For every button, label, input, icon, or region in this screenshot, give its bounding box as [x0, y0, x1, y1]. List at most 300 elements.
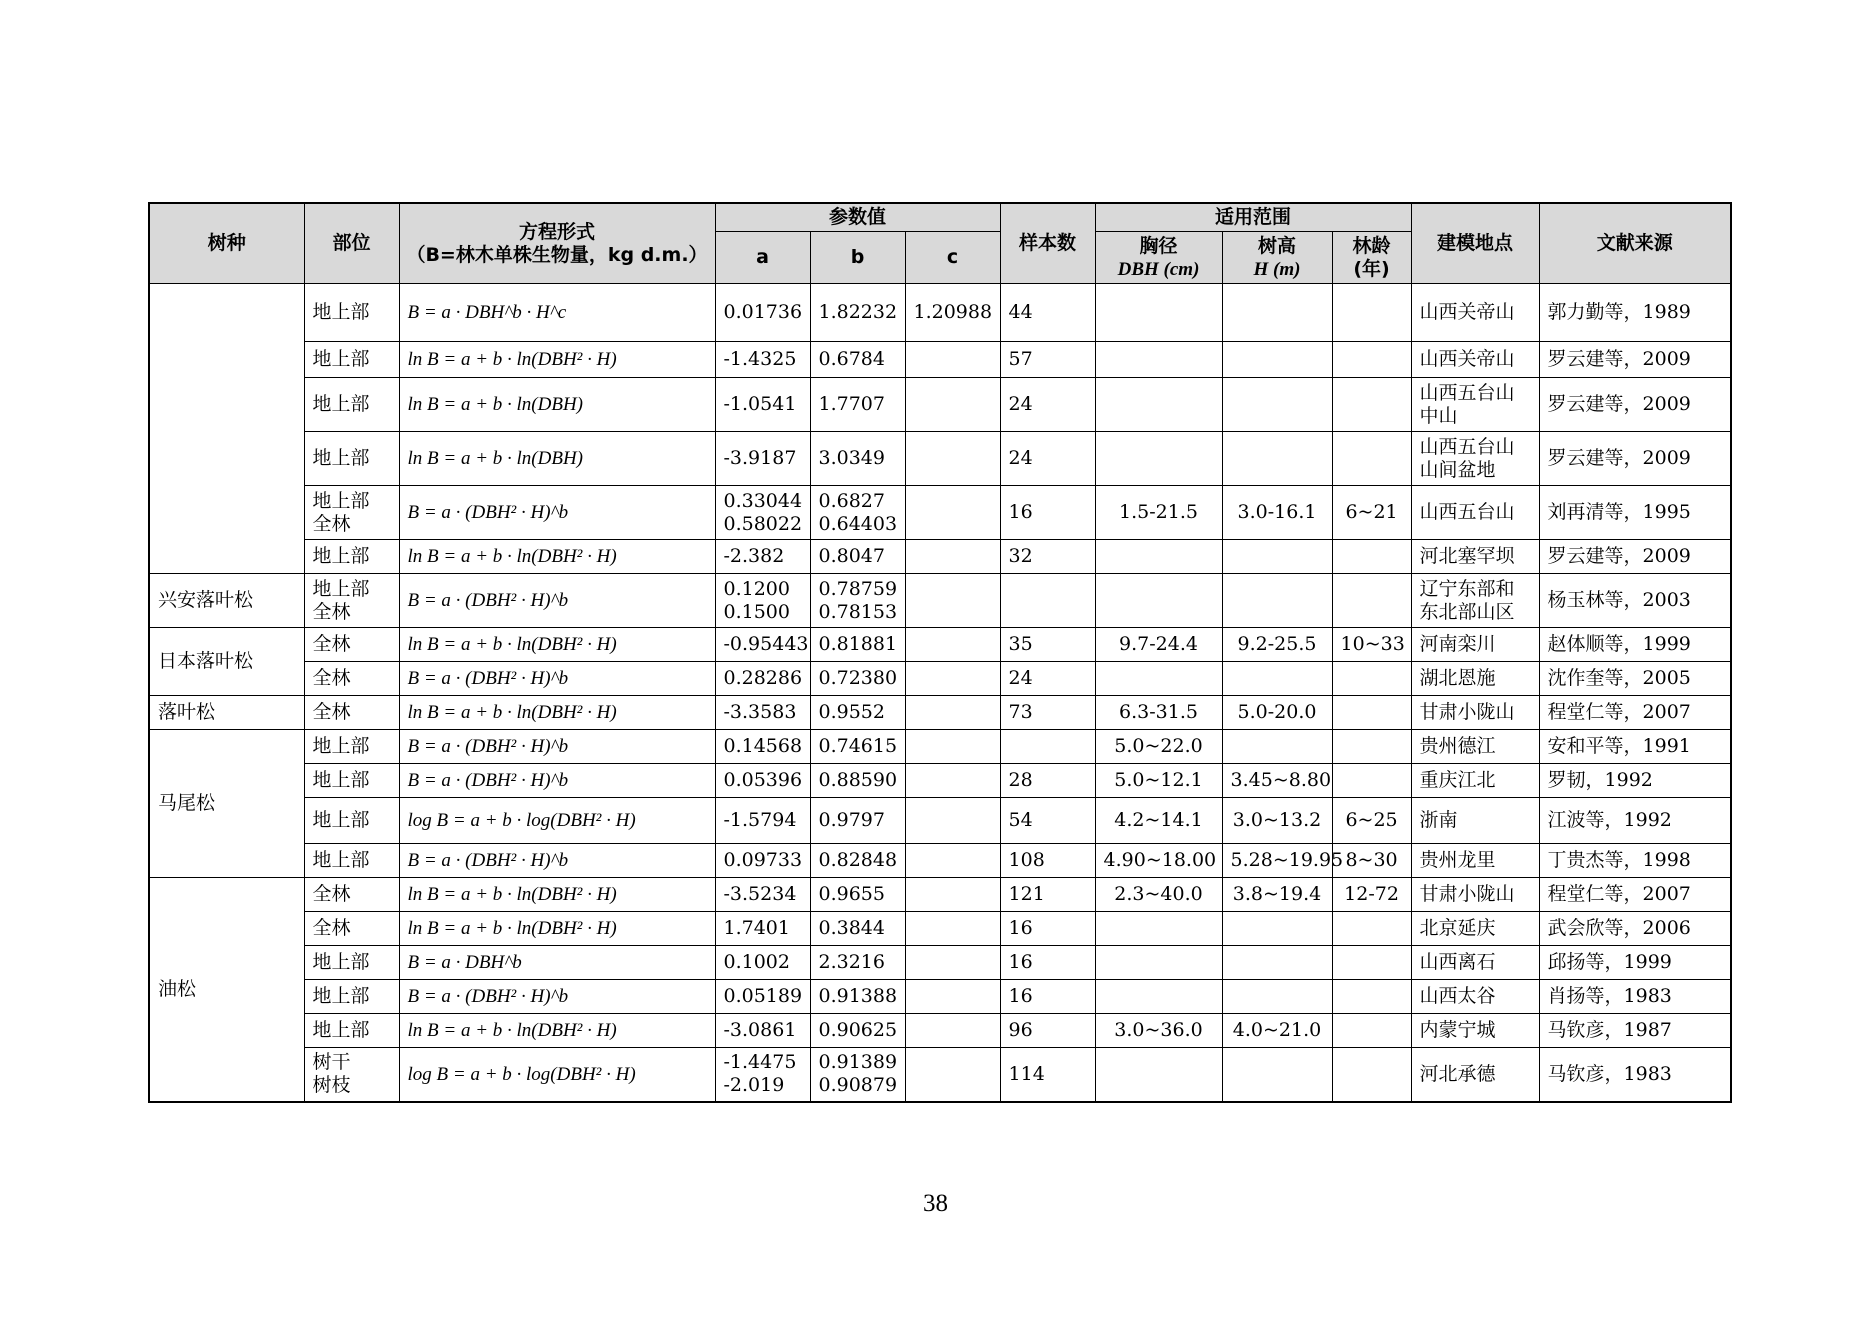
source-cell: 江波等，1992 — [1539, 798, 1731, 844]
location-cell — [1411, 1048, 1539, 1102]
part-cell — [304, 696, 399, 730]
table-row — [149, 696, 1731, 730]
location-text: 山西五台山 — [1419, 435, 1515, 458]
param-b-value: 0.90879 — [818, 1074, 898, 1097]
source-cell: 郭力勤等，1989 — [1539, 284, 1731, 342]
location-text: 东北部山区 — [1419, 600, 1515, 623]
param-c-cell — [905, 628, 1000, 662]
header-height-label: 树高 — [1258, 234, 1297, 257]
sample-count-cell: 32 — [1000, 540, 1095, 574]
part-text: 全林 — [312, 883, 351, 905]
equation-cell — [399, 1048, 715, 1102]
age-range-cell: 12-72 — [1332, 878, 1411, 912]
param-b-value: 0.82848 — [818, 849, 898, 871]
species-cell: 落叶松 — [149, 696, 304, 730]
param-b-cell — [810, 284, 905, 342]
age-range-cell — [1332, 696, 1411, 730]
equation-cell — [399, 342, 715, 378]
location-cell — [1411, 696, 1539, 730]
source-cell: 罗云建等，2009 — [1539, 540, 1731, 574]
part-cell — [304, 540, 399, 574]
species-cell — [149, 284, 304, 574]
equation-cell — [399, 696, 715, 730]
param-b-value: 1.7707 — [818, 393, 885, 415]
param-a-value: 0.05189 — [723, 985, 803, 1007]
source-cell: 沈作奎等，2005 — [1539, 662, 1731, 696]
source-cell: 赵体顺等，1999 — [1539, 628, 1731, 662]
table-body — [149, 284, 1731, 1102]
height-range-cell — [1222, 284, 1332, 342]
source-cell: 杨玉林等，2003 — [1539, 574, 1731, 628]
location-cell — [1411, 342, 1539, 378]
table-row — [149, 486, 1731, 540]
param-b-cell — [810, 764, 905, 798]
height-range-cell: 4.0~21.0 — [1222, 1014, 1332, 1048]
location-cell — [1411, 628, 1539, 662]
header-range-group: 适用范围 — [1095, 203, 1411, 232]
param-a-cell — [715, 540, 810, 574]
location-text: 内蒙宁城 — [1419, 1019, 1496, 1041]
sample-count-cell — [1000, 730, 1095, 764]
age-range-cell: 6~25 — [1332, 798, 1411, 844]
equation-cell — [399, 540, 715, 574]
part-text: 地上部 — [312, 735, 370, 757]
age-range-cell — [1332, 662, 1411, 696]
param-b-cell — [810, 912, 905, 946]
equation-cell — [399, 284, 715, 342]
location-text: 河北承德 — [1419, 1062, 1496, 1085]
equation-cell — [399, 574, 715, 628]
param-a-cell — [715, 1048, 810, 1102]
dbh-range-cell — [1095, 540, 1222, 574]
param-b-cell — [810, 980, 905, 1014]
age-range-cell — [1332, 946, 1411, 980]
header-param-c: c — [905, 232, 1000, 284]
param-b-value: 0.9797 — [818, 809, 885, 831]
sample-count-cell: 16 — [1000, 980, 1095, 1014]
source-cell: 程堂仁等，2007 — [1539, 696, 1731, 730]
param-a-value: 0.1500 — [723, 600, 790, 623]
param-a-value: -2.382 — [723, 545, 785, 567]
equation-formula: B = a · (DBH² · H)^b — [407, 986, 569, 1007]
dbh-range-cell: 2.3~40.0 — [1095, 878, 1222, 912]
param-b-value: 0.8047 — [818, 545, 885, 567]
equation-formula: ln B = a + b · ln(DBH² · H) — [407, 634, 617, 655]
dbh-range-cell: 4.2~14.1 — [1095, 798, 1222, 844]
equation-formula: ln B = a + b · ln(DBH) — [407, 448, 584, 469]
param-a-cell — [715, 486, 810, 540]
param-c-cell — [905, 662, 1000, 696]
age-range-cell — [1332, 980, 1411, 1014]
source-cell: 武会欣等，2006 — [1539, 912, 1731, 946]
param-b-cell — [810, 378, 905, 432]
dbh-range-cell — [1095, 574, 1222, 628]
age-range-cell — [1332, 574, 1411, 628]
height-range-cell: 3.45~8.80 — [1222, 764, 1332, 798]
part-text: 地上部 — [312, 769, 370, 791]
age-range-cell — [1332, 284, 1411, 342]
param-b-cell — [810, 486, 905, 540]
location-cell — [1411, 730, 1539, 764]
param-a-value: 0.14568 — [723, 735, 803, 757]
header-height-unit: H (m) — [1253, 258, 1301, 280]
location-text: 河南栾川 — [1419, 633, 1496, 655]
age-range-cell — [1332, 540, 1411, 574]
age-range-cell — [1332, 764, 1411, 798]
dbh-range-cell: 6.3-31.5 — [1095, 696, 1222, 730]
param-b-value: 0.81881 — [818, 633, 898, 655]
source-cell: 罗韧，1992 — [1539, 764, 1731, 798]
param-a-cell — [715, 342, 810, 378]
part-text: 地上部 — [312, 348, 370, 370]
location-cell — [1411, 798, 1539, 844]
location-text: 辽宁东部和 — [1419, 577, 1515, 600]
param-a-cell — [715, 764, 810, 798]
sample-count-cell: 54 — [1000, 798, 1095, 844]
source-cell: 安和平等，1991 — [1539, 730, 1731, 764]
age-range-cell — [1332, 730, 1411, 764]
header-height — [1222, 232, 1332, 284]
header-sample: 样本数 — [1000, 203, 1095, 284]
equation-formula: B = a · (DBH² · H)^b — [407, 736, 569, 757]
part-cell — [304, 844, 399, 878]
param-a-cell — [715, 912, 810, 946]
equation-cell — [399, 486, 715, 540]
location-text: 贵州德江 — [1419, 735, 1496, 757]
param-b-value: 0.9552 — [818, 701, 885, 723]
table-row — [149, 540, 1731, 574]
param-b-value: 0.91388 — [818, 985, 898, 1007]
header-age-unit: (年) — [1353, 257, 1390, 280]
part-cell — [304, 284, 399, 342]
param-a-cell — [715, 946, 810, 980]
equation-cell — [399, 662, 715, 696]
param-a-cell — [715, 284, 810, 342]
dbh-range-cell — [1095, 662, 1222, 696]
param-b-value: 3.0349 — [818, 447, 885, 469]
height-range-cell — [1222, 342, 1332, 378]
param-b-cell — [810, 730, 905, 764]
param-b-value: 0.6784 — [818, 348, 885, 370]
height-range-cell — [1222, 730, 1332, 764]
part-text: 地上部 — [312, 545, 370, 567]
param-b-cell — [810, 342, 905, 378]
part-text: 地上部 — [312, 1019, 370, 1041]
table-row — [149, 912, 1731, 946]
age-range-cell: 8~30 — [1332, 844, 1411, 878]
table-container — [148, 202, 1730, 1103]
param-b-value: 0.78153 — [818, 600, 898, 623]
table-row — [149, 1014, 1731, 1048]
source-cell: 程堂仁等，2007 — [1539, 878, 1731, 912]
equation-cell — [399, 878, 715, 912]
dbh-range-cell: 3.0~36.0 — [1095, 1014, 1222, 1048]
equation-cell — [399, 378, 715, 432]
param-a-value: -0.95443 — [723, 633, 809, 655]
part-cell — [304, 1014, 399, 1048]
table-row — [149, 844, 1731, 878]
param-b-cell — [810, 574, 905, 628]
param-a-value: -1.4325 — [723, 348, 797, 370]
table-row — [149, 628, 1731, 662]
equation-cell — [399, 1014, 715, 1048]
biomass-equation-table — [148, 202, 1732, 1103]
equation-formula: B = a · (DBH² · H)^b — [407, 668, 569, 689]
source-cell: 丁贵杰等，1998 — [1539, 844, 1731, 878]
equation-cell — [399, 730, 715, 764]
param-a-cell — [715, 730, 810, 764]
param-b-cell — [810, 662, 905, 696]
param-a-value: 0.09733 — [723, 849, 803, 871]
equation-cell — [399, 844, 715, 878]
part-cell — [304, 912, 399, 946]
param-a-value: 0.1200 — [723, 577, 790, 600]
param-a-value: 0.58022 — [723, 512, 803, 535]
sample-count-cell: 24 — [1000, 662, 1095, 696]
param-a-cell — [715, 628, 810, 662]
equation-cell — [399, 628, 715, 662]
dbh-range-cell — [1095, 378, 1222, 432]
location-text: 山西五台山 — [1419, 501, 1515, 523]
sample-count-cell: 35 — [1000, 628, 1095, 662]
part-text: 全林 — [312, 917, 351, 939]
dbh-range-cell: 5.0~12.1 — [1095, 764, 1222, 798]
location-cell — [1411, 432, 1539, 486]
param-c-cell — [905, 432, 1000, 486]
table-row — [149, 342, 1731, 378]
param-b-value: 0.74615 — [818, 735, 898, 757]
table-row — [149, 946, 1731, 980]
location-text: 山西关帝山 — [1419, 348, 1515, 370]
sample-count-cell: 16 — [1000, 486, 1095, 540]
dbh-range-cell: 4.90~18.00 — [1095, 844, 1222, 878]
header-part: 部位 — [304, 203, 399, 284]
equation-formula: ln B = a + b · ln(DBH² · H) — [407, 884, 617, 905]
source-cell: 刘再清等，1995 — [1539, 486, 1731, 540]
param-b-value: 0.72380 — [818, 667, 898, 689]
equation-formula: ln B = a + b · ln(DBH² · H) — [407, 918, 617, 939]
part-text: 地上部 — [312, 489, 370, 512]
part-text: 全林 — [312, 512, 351, 535]
param-a-cell — [715, 980, 810, 1014]
dbh-range-cell — [1095, 342, 1222, 378]
table-row — [149, 284, 1731, 342]
equation-formula: ln B = a + b · ln(DBH) — [407, 394, 584, 415]
location-text: 重庆江北 — [1419, 769, 1496, 791]
param-b-cell — [810, 432, 905, 486]
dbh-range-cell — [1095, 432, 1222, 486]
param-a-value: -3.3583 — [723, 701, 797, 723]
part-text: 全林 — [312, 701, 351, 723]
param-c-cell — [905, 1048, 1000, 1102]
param-a-value: -1.0541 — [723, 393, 797, 415]
param-a-cell — [715, 432, 810, 486]
source-cell: 肖扬等，1983 — [1539, 980, 1731, 1014]
location-text: 浙南 — [1419, 809, 1458, 831]
sample-count-cell — [1000, 574, 1095, 628]
location-cell — [1411, 486, 1539, 540]
header-param-b: b — [810, 232, 905, 284]
location-text: 甘肃小陇山 — [1419, 883, 1515, 905]
table-row — [149, 730, 1731, 764]
height-range-cell: 5.0-20.0 — [1222, 696, 1332, 730]
species-cell: 兴安落叶松 — [149, 574, 304, 628]
age-range-cell — [1332, 1014, 1411, 1048]
sample-count-cell: 57 — [1000, 342, 1095, 378]
part-text: 地上部 — [312, 577, 370, 600]
table-row — [149, 378, 1731, 432]
source-cell: 马钦彦，1983 — [1539, 1048, 1731, 1102]
part-cell — [304, 764, 399, 798]
height-range-cell — [1222, 980, 1332, 1014]
part-text: 地上部 — [312, 951, 370, 973]
param-b-cell — [810, 844, 905, 878]
location-text: 河北塞罕坝 — [1419, 545, 1515, 567]
table-row — [149, 432, 1731, 486]
param-a-value: -3.5234 — [723, 883, 797, 905]
param-b-value: 0.90625 — [818, 1019, 898, 1041]
part-text: 全林 — [312, 667, 351, 689]
table-row — [149, 574, 1731, 628]
param-b-value: 0.64403 — [818, 512, 898, 535]
param-c-cell — [905, 486, 1000, 540]
param-a-value: -1.5794 — [723, 809, 797, 831]
part-cell — [304, 574, 399, 628]
param-a-cell — [715, 1014, 810, 1048]
species-cell: 油松 — [149, 878, 304, 1102]
species-cell: 日本落叶松 — [149, 628, 304, 696]
param-a-value: 1.7401 — [723, 917, 790, 939]
param-b-cell — [810, 1048, 905, 1102]
part-text: 地上部 — [312, 301, 370, 323]
part-text: 地上部 — [312, 393, 370, 415]
location-text: 山西太谷 — [1419, 985, 1496, 1007]
dbh-range-cell: 5.0~22.0 — [1095, 730, 1222, 764]
source-cell: 马钦彦，1987 — [1539, 1014, 1731, 1048]
header-age — [1332, 232, 1411, 284]
param-c-cell — [905, 342, 1000, 378]
equation-cell — [399, 912, 715, 946]
param-c-cell — [905, 1014, 1000, 1048]
param-a-value: -2.019 — [723, 1074, 785, 1097]
height-range-cell: 3.8~19.4 — [1222, 878, 1332, 912]
part-text: 全林 — [312, 600, 351, 623]
location-text: 甘肃小陇山 — [1419, 701, 1515, 723]
equation-formula: log B = a + b · log(DBH² · H) — [407, 810, 636, 831]
height-range-cell: 3.0-16.1 — [1222, 486, 1332, 540]
location-cell — [1411, 1014, 1539, 1048]
height-range-cell — [1222, 662, 1332, 696]
header-params-group: 参数值 — [715, 203, 1000, 232]
location-text: 湖北恩施 — [1419, 667, 1496, 689]
param-b-cell — [810, 946, 905, 980]
header-location: 建模地点 — [1411, 203, 1539, 284]
part-text: 地上部 — [312, 809, 370, 831]
param-a-cell — [715, 662, 810, 696]
equation-cell — [399, 764, 715, 798]
equation-formula: B = a · (DBH² · H)^b — [407, 850, 569, 871]
param-b-value: 0.78759 — [818, 577, 898, 600]
table-row — [149, 764, 1731, 798]
part-text: 地上部 — [312, 849, 370, 871]
age-range-cell: 6~21 — [1332, 486, 1411, 540]
equation-formula: log B = a + b · log(DBH² · H) — [407, 1063, 636, 1085]
param-a-value: -3.9187 — [723, 447, 797, 469]
param-b-value: 1.82232 — [818, 301, 898, 323]
param-c-cell — [905, 912, 1000, 946]
param-c-cell — [905, 946, 1000, 980]
header-equation — [399, 203, 715, 284]
sample-count-cell: 24 — [1000, 432, 1095, 486]
location-cell — [1411, 662, 1539, 696]
sample-count-cell: 73 — [1000, 696, 1095, 730]
part-cell — [304, 486, 399, 540]
part-text: 全林 — [312, 633, 351, 655]
param-a-cell — [715, 798, 810, 844]
part-text: 树干 — [312, 1051, 351, 1074]
part-cell — [304, 1048, 399, 1102]
location-text: 山西关帝山 — [1419, 301, 1515, 323]
age-range-cell — [1332, 342, 1411, 378]
sample-count-cell: 121 — [1000, 878, 1095, 912]
part-cell — [304, 378, 399, 432]
location-cell — [1411, 946, 1539, 980]
param-b-value: 0.91389 — [818, 1051, 898, 1074]
param-b-value: 0.9655 — [818, 883, 885, 905]
location-cell — [1411, 284, 1539, 342]
height-range-cell — [1222, 378, 1332, 432]
location-cell — [1411, 844, 1539, 878]
equation-cell — [399, 798, 715, 844]
header-source: 文献来源 — [1539, 203, 1731, 284]
header-param-a: a — [715, 232, 810, 284]
table-row — [149, 798, 1731, 844]
part-cell — [304, 628, 399, 662]
sample-count-cell: 16 — [1000, 946, 1095, 980]
param-c-cell — [905, 764, 1000, 798]
param-a-value: 0.1002 — [723, 951, 790, 973]
param-c-cell — [905, 378, 1000, 432]
height-range-cell — [1222, 432, 1332, 486]
header-dbh — [1095, 232, 1222, 284]
part-cell — [304, 662, 399, 696]
height-range-cell: 5.28~19.95 — [1222, 844, 1332, 878]
param-c-cell: 1.20988 — [905, 284, 1000, 342]
age-range-cell — [1332, 378, 1411, 432]
height-range-cell — [1222, 540, 1332, 574]
equation-formula: B = a · DBH^b — [407, 952, 522, 973]
location-cell — [1411, 378, 1539, 432]
param-c-cell — [905, 730, 1000, 764]
param-c-cell — [905, 798, 1000, 844]
location-text: 山间盆地 — [1419, 458, 1496, 481]
param-c-cell — [905, 540, 1000, 574]
equation-cell — [399, 980, 715, 1014]
table-row — [149, 980, 1731, 1014]
param-b-cell — [810, 540, 905, 574]
param-b-cell — [810, 696, 905, 730]
height-range-cell: 3.0~13.2 — [1222, 798, 1332, 844]
table-row — [149, 878, 1731, 912]
part-text: 地上部 — [312, 985, 370, 1007]
location-text: 贵州龙里 — [1419, 849, 1496, 871]
dbh-range-cell — [1095, 912, 1222, 946]
sample-count-cell: 44 — [1000, 284, 1095, 342]
page-number: 38 — [923, 1190, 948, 1217]
param-a-value: 0.28286 — [723, 667, 803, 689]
part-cell — [304, 730, 399, 764]
species-cell: 马尾松 — [149, 730, 304, 878]
